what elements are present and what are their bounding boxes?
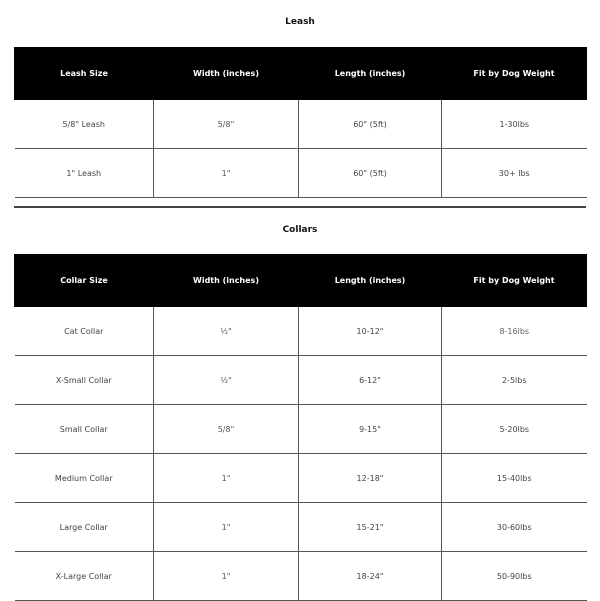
width-cell: 1" xyxy=(154,503,299,552)
fit-weight-cell: 50-90lbs xyxy=(442,552,587,601)
leash-header-row xyxy=(15,48,587,100)
collar-size-cell: Large Collar xyxy=(15,503,154,552)
fit-weight-cell: 5-20lbs xyxy=(442,405,587,454)
fit-weight-cell: 8-16lbs xyxy=(442,307,587,356)
leash-size-table xyxy=(14,47,587,198)
collar-header-row xyxy=(15,255,587,307)
collars-section-title: Collars xyxy=(282,225,318,235)
length-header: Length (inches) xyxy=(299,255,442,307)
collar-size-header: Collar Size xyxy=(15,255,154,307)
length-cell: 60" (5ft) xyxy=(299,149,442,198)
table-row xyxy=(15,356,587,405)
length-cell: 60" (5ft) xyxy=(299,100,442,149)
leash-size-cell: 5/8" Leash xyxy=(15,100,154,149)
width-header: Width (inches) xyxy=(154,255,299,307)
length-cell: 15-21" xyxy=(299,503,442,552)
collar-size-cell: Medium Collar xyxy=(15,454,154,503)
fit-weight-cell: 1-30lbs xyxy=(442,100,587,149)
leash-section-title: Leash xyxy=(285,17,315,27)
width-cell: ½" xyxy=(154,307,299,356)
length-cell: 18-24" xyxy=(299,552,442,601)
width-cell: ½" xyxy=(154,356,299,405)
section-divider xyxy=(14,206,586,208)
width-cell: 5/8" xyxy=(154,405,299,454)
leash-size-header: Leash Size xyxy=(15,48,154,100)
fit-weight-cell: 30-60lbs xyxy=(442,503,587,552)
table-row xyxy=(15,405,587,454)
fit-weight-header: Fit by Dog Weight xyxy=(442,48,587,100)
table-row xyxy=(15,503,587,552)
collar-size-table xyxy=(14,254,587,601)
collar-size-cell: X-Large Collar xyxy=(15,552,154,601)
leash-size-cell: 1" Leash xyxy=(15,149,154,198)
table-row xyxy=(15,454,587,503)
collar-size-cell: X-Small Collar xyxy=(15,356,154,405)
collar-size-cell: Cat Collar xyxy=(15,307,154,356)
table-row xyxy=(15,149,587,198)
table-row xyxy=(15,307,587,356)
length-cell: 12-18" xyxy=(299,454,442,503)
fit-weight-cell: 30+ lbs xyxy=(442,149,587,198)
fit-weight-header: Fit by Dog Weight xyxy=(442,255,587,307)
width-cell: 1" xyxy=(154,454,299,503)
width-header: Width (inches) xyxy=(154,48,299,100)
width-cell: 1" xyxy=(154,149,299,198)
length-header: Length (inches) xyxy=(299,48,442,100)
fit-weight-cell: 15-40lbs xyxy=(442,454,587,503)
table-row xyxy=(15,100,587,149)
width-cell: 5/8" xyxy=(154,100,299,149)
table-row xyxy=(15,552,587,601)
length-cell: 6-12" xyxy=(299,356,442,405)
length-cell: 10-12" xyxy=(299,307,442,356)
length-cell: 9-15" xyxy=(299,405,442,454)
fit-weight-cell: 2-5lbs xyxy=(442,356,587,405)
collar-size-cell: Small Collar xyxy=(15,405,154,454)
width-cell: 1" xyxy=(154,552,299,601)
